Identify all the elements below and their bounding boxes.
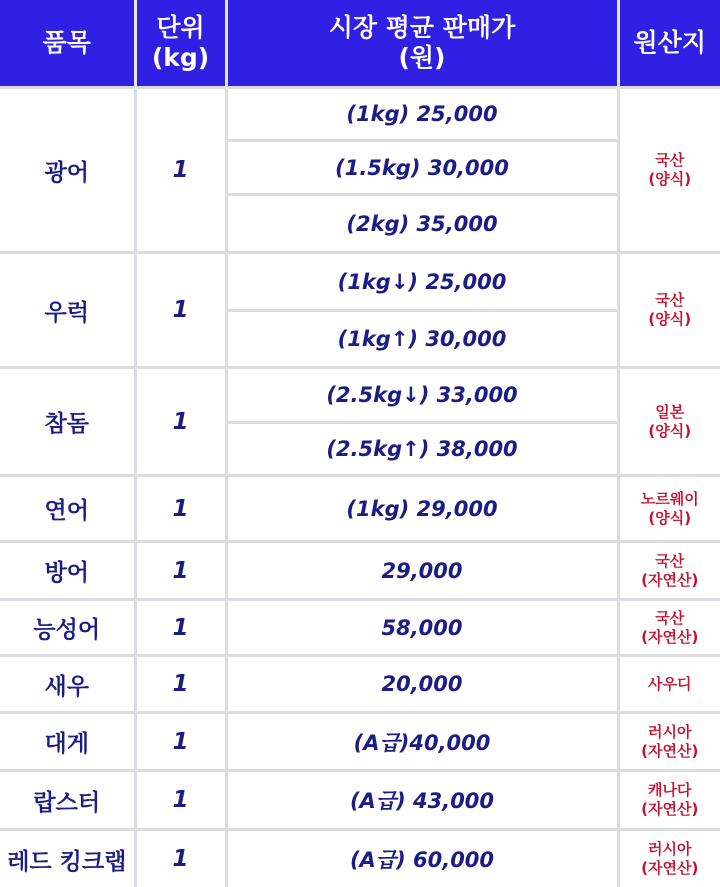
origin-line: (자연산): [641, 741, 699, 760]
item-name: 참돔: [0, 368, 135, 476]
item-name: 랍스터: [0, 771, 135, 830]
price-cell: (2.5kg↑) 38,000: [226, 423, 618, 476]
unit-value: 1: [135, 713, 226, 771]
unit-value: 1: [135, 656, 226, 713]
price-cell: (1kg↑) 30,000: [226, 311, 618, 368]
item-name: 능성어: [0, 600, 135, 656]
header-price-line1: 시장 평균 판매가: [328, 13, 516, 43]
unit-value: 1: [135, 542, 226, 600]
header-origin: 원산지: [618, 0, 720, 88]
table-row: [0, 713, 720, 771]
header-item: 품목: [0, 0, 135, 88]
price-cell: 20,000: [226, 656, 618, 713]
table-row: [0, 368, 720, 423]
price-cell: 29,000: [226, 542, 618, 600]
origin-line: 사우디: [648, 674, 692, 693]
price-cell: (A급)40,000: [226, 713, 618, 771]
origin-line: 러시아: [648, 840, 692, 859]
origin-cell: [618, 656, 720, 713]
table-row: [0, 542, 720, 600]
header-price: [226, 0, 618, 88]
unit-value: 1: [135, 830, 226, 887]
origin-line: 국산: [655, 151, 685, 170]
origin-line: 일본: [655, 402, 685, 421]
header-unit-line1: 단위: [156, 13, 205, 43]
origin-line: (자연산): [641, 570, 699, 589]
unit-value: 1: [135, 368, 226, 476]
item-name: 우럭: [0, 253, 135, 368]
item-name: 대게: [0, 713, 135, 771]
origin-line: 캐나다: [648, 781, 692, 800]
origin-line: (양식): [648, 170, 692, 189]
price-cell: (1.5kg) 30,000: [226, 141, 618, 195]
origin-cell: [618, 368, 720, 476]
origin-line: (양식): [648, 421, 692, 440]
table-row: [0, 476, 720, 542]
origin-line: 러시아: [648, 722, 692, 741]
price-cell: (2kg) 35,000: [226, 195, 618, 253]
table-row: [0, 830, 720, 887]
origin-line: 국산: [655, 551, 685, 570]
origin-cell: [618, 88, 720, 253]
origin-cell: [618, 771, 720, 830]
price-cell: 58,000: [226, 600, 618, 656]
header-row: [0, 0, 720, 88]
table-row: [0, 253, 720, 311]
origin-line: (자연산): [641, 800, 699, 819]
item-name: 새우: [0, 656, 135, 713]
item-name: 광어: [0, 88, 135, 253]
price-cell: (1kg↓) 25,000: [226, 253, 618, 311]
table-row: [0, 88, 720, 141]
origin-line: 노르웨이: [640, 489, 699, 508]
item-name: 방어: [0, 542, 135, 600]
unit-value: 1: [135, 600, 226, 656]
table-row: [0, 656, 720, 713]
origin-line: (자연산): [641, 627, 699, 646]
origin-cell: [618, 830, 720, 887]
header-price-line2: (원): [398, 43, 446, 73]
unit-value: 1: [135, 88, 226, 253]
unit-value: 1: [135, 253, 226, 368]
price-cell: (A급) 43,000: [226, 771, 618, 830]
table-row: [0, 771, 720, 830]
origin-line: 국산: [655, 291, 685, 310]
price-cell: (1kg) 29,000: [226, 476, 618, 542]
price-cell: (A급) 60,000: [226, 830, 618, 887]
origin-cell: [618, 600, 720, 656]
origin-line: 국산: [655, 608, 685, 627]
unit-value: 1: [135, 771, 226, 830]
unit-value: 1: [135, 476, 226, 542]
price-cell: (1kg) 25,000: [226, 88, 618, 141]
header-unit: [135, 0, 226, 88]
price-cell: (2.5kg↓) 33,000: [226, 368, 618, 423]
origin-cell: [618, 253, 720, 368]
item-name: 연어: [0, 476, 135, 542]
origin-line: (양식): [648, 310, 692, 329]
item-name: 레드 킹크랩: [0, 830, 135, 887]
origin-cell: [618, 713, 720, 771]
origin-cell: [618, 542, 720, 600]
origin-cell: [618, 476, 720, 542]
origin-line: (양식): [648, 508, 692, 527]
header-unit-line2: (kg): [151, 43, 210, 73]
origin-line: (자연산): [641, 859, 699, 878]
table-row: [0, 600, 720, 656]
